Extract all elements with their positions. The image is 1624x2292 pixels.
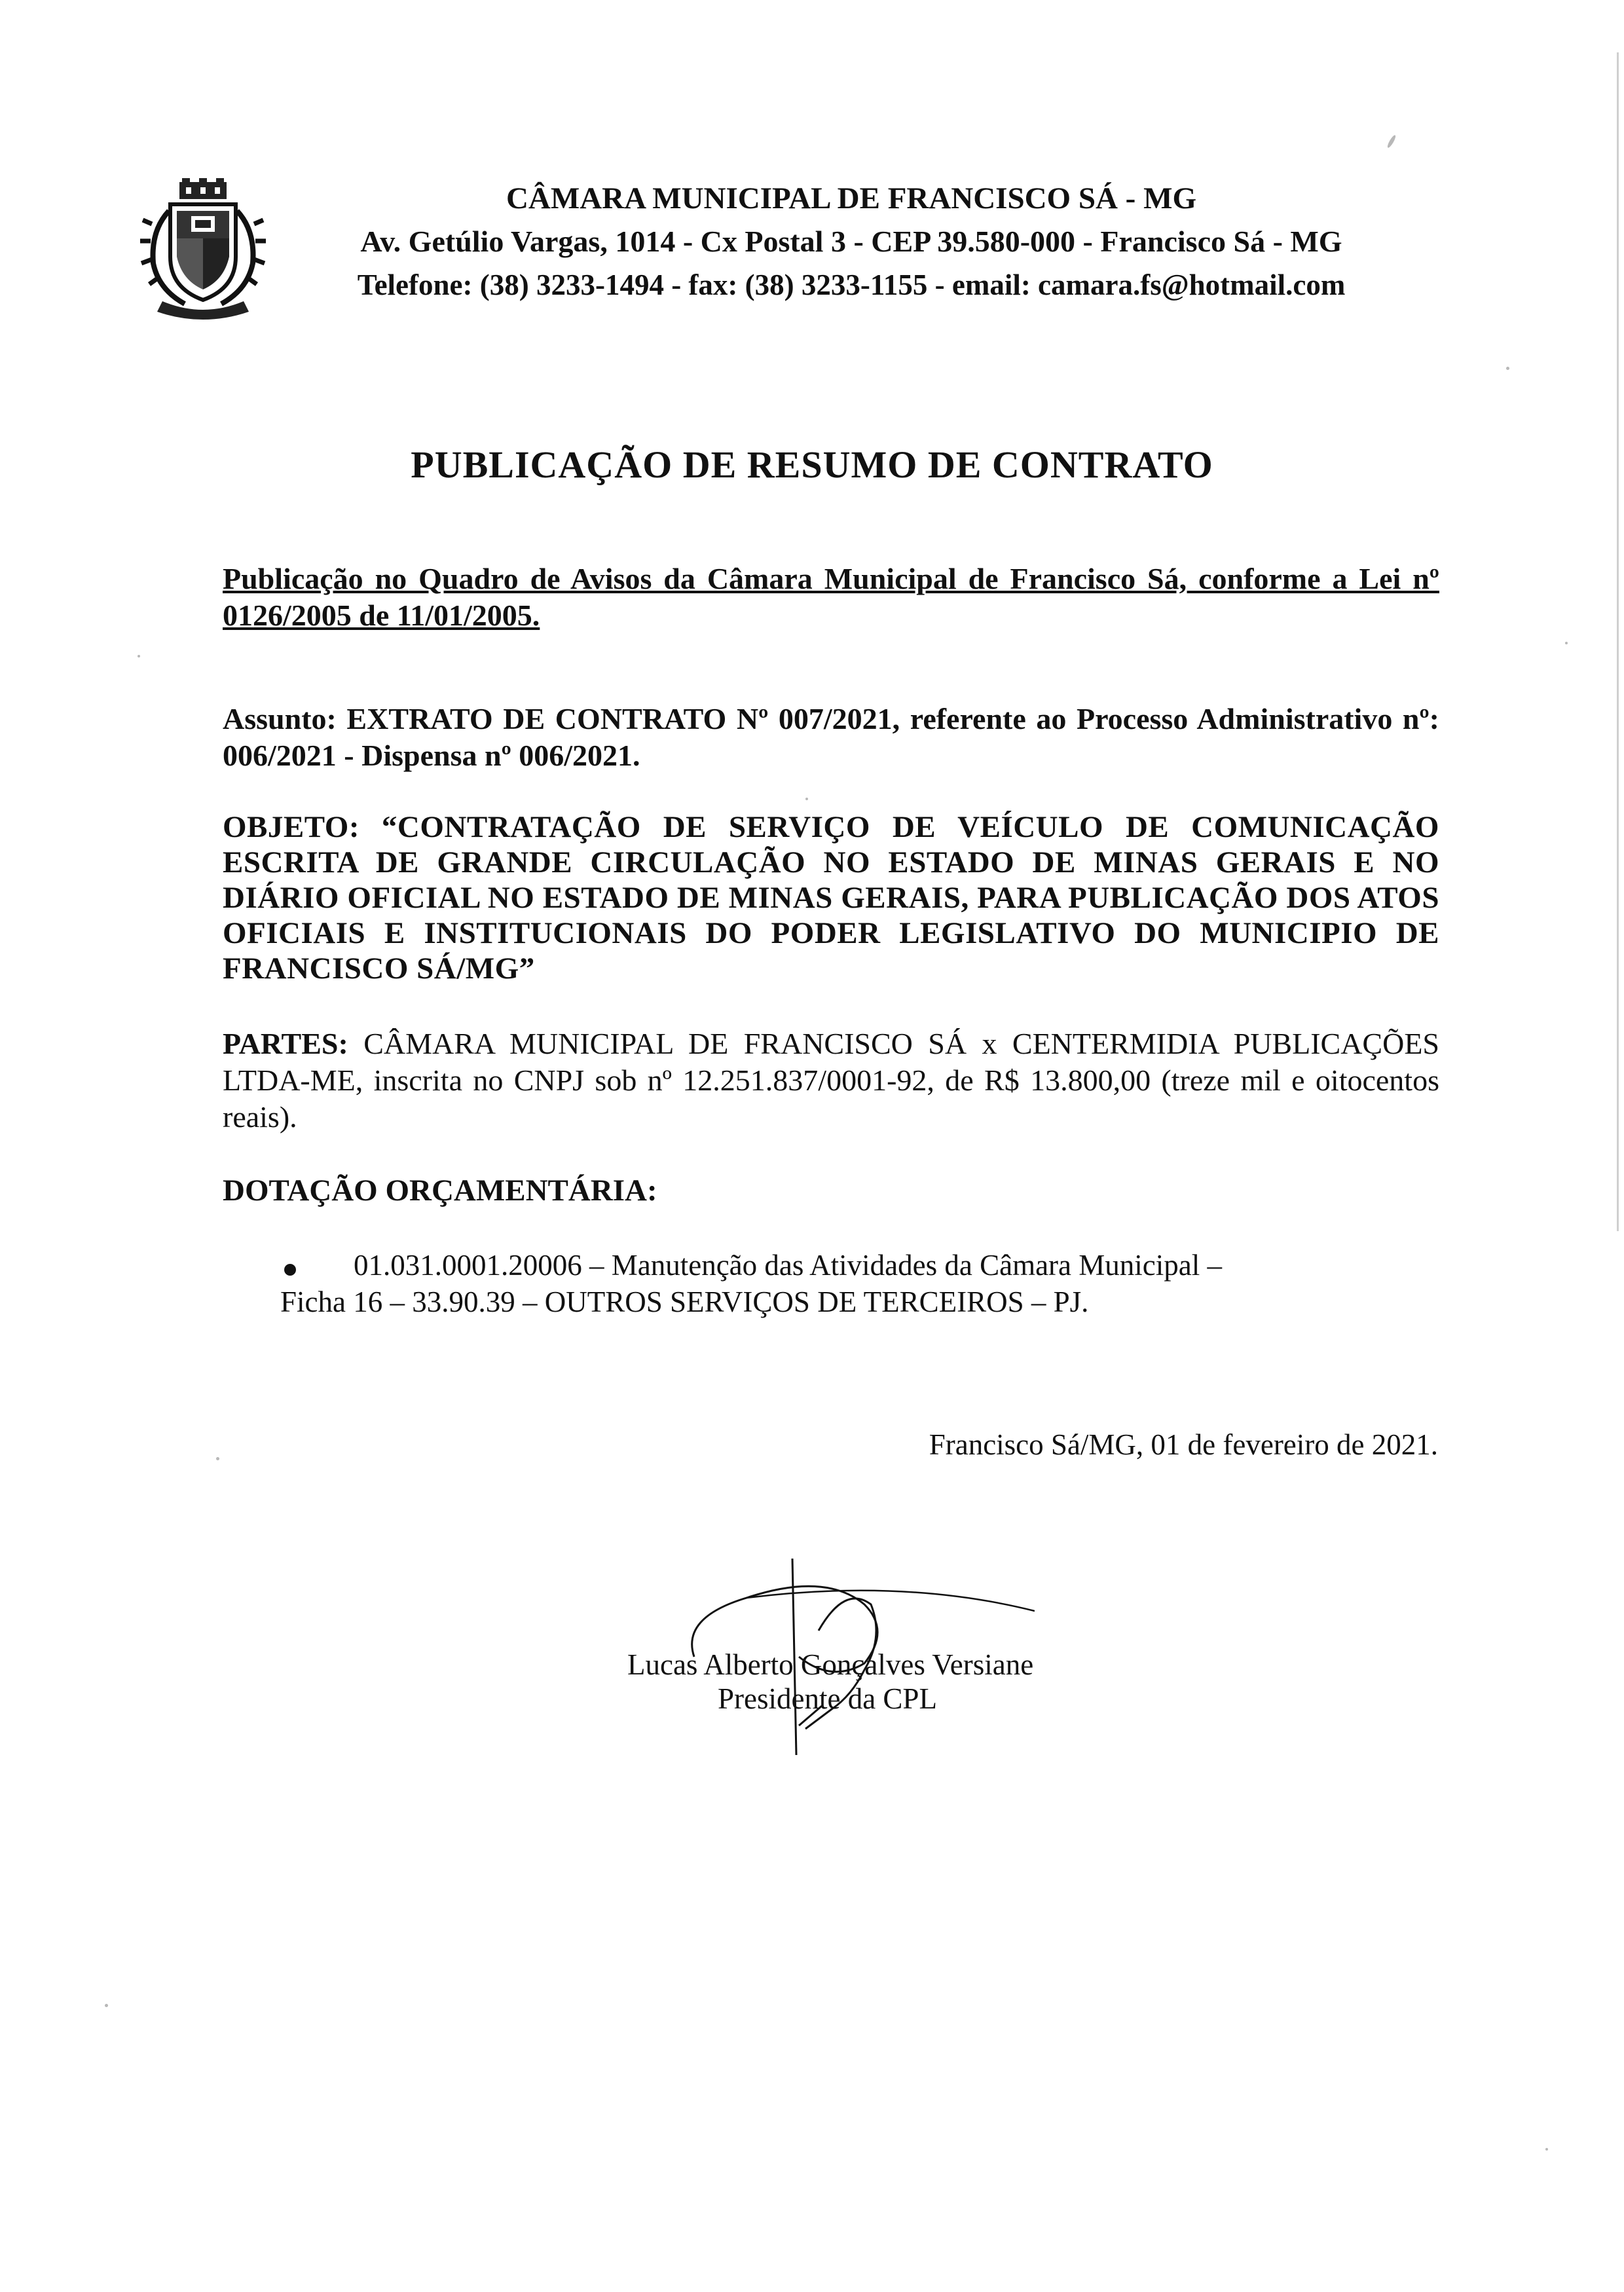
subject-text: EXTRATO DE CONTRATO Nº 007/2021, referente ao Processo Administrativo nº: 006/2021 - Dispensa nº 006/2021.	[223, 702, 1440, 772]
institution-contact: Telefone: (38) 3233-1494 - fax: (38) 3233-1155 - email: camara.fs@hotmail.com	[357, 268, 1346, 301]
bullet-icon	[284, 1264, 296, 1276]
object-text: “CONTRATAÇÃO DE SERVIÇO DE VEÍCULO DE COMUNICAÇÃO ESCRITA DE GRANDE CIRCULAÇÃO NO ESTADO DE MINAS GERAIS E NO DIÁRIO OFICIAL NO ESTADO DE MINAS GERAIS, PARA PUBLICAÇÃO DOS ATOS OFICIAIS E INSTITUCIONAIS DO PODER LEGISLATIVO DO MUNICIPIO DE FRANCISCO SÁ/MG”	[223, 810, 1439, 986]
scan-speck	[805, 798, 808, 800]
scan-speck	[216, 1457, 219, 1460]
letterhead	[275, 177, 1428, 306]
scan-mark	[1386, 134, 1397, 149]
coat-of-arms-icon	[139, 178, 267, 321]
budget-line-1: 01.031.0001.20006 – Manutenção das Atividades da Câmara Municipal –	[354, 1249, 1222, 1282]
scan-edge-artifact	[1617, 52, 1619, 1231]
signatory-role: Presidente da CPL	[718, 1682, 937, 1715]
budget-line-2: Ficha 16 – 33.90.39 – OUTROS SERVIÇOS DE TERCEIROS – PJ.	[280, 1285, 1089, 1318]
parties-paragraph	[223, 1026, 1439, 1136]
publication-notice: Publicação no Quadro de Avisos da Câmara Municipal de Francisco Sá, conforme a Lei nº 0126/2005 de 11/01/2005.	[223, 562, 1439, 632]
page-title: PUBLICAÇÃO DE RESUMO DE CONTRATO	[411, 443, 1213, 486]
parties-text: CÂMARA MUNICIPAL DE FRANCISCO SÁ x CENTERMIDIA PUBLICAÇÕES LTDA-ME, inscrita no CNPJ sob nº 12.251.837/0001-92, de R$ 13.800,00 (treze mil e oitocentos reais).	[223, 1027, 1440, 1134]
scan-speck	[1565, 642, 1568, 644]
object-paragraph	[223, 809, 1439, 986]
scan-speck	[1506, 367, 1509, 370]
parties-label: PARTES:	[223, 1027, 348, 1060]
subject-label: Assunto:	[223, 702, 337, 735]
signatory-name: Lucas Alberto Gonçalves Versiane	[627, 1648, 1034, 1681]
scan-speck	[1545, 2148, 1548, 2151]
budget-heading: DOTAÇÃO ORÇAMENTÁRIA:	[223, 1174, 657, 1208]
scan-speck	[138, 655, 140, 657]
institution-address: Av. Getúlio Vargas, 1014 - Cx Postal 3 - CEP 39.580-000 - Francisco Sá - MG	[360, 225, 1342, 258]
subject-paragraph	[223, 701, 1439, 774]
object-label: OBJETO:	[223, 810, 360, 844]
scan-speck	[105, 2004, 108, 2007]
document-date: Francisco Sá/MG, 01 de fevereiro de 2021.	[929, 1428, 1438, 1461]
institution-name: CÂMARA MUNICIPAL DE FRANCISCO SÁ - MG	[506, 181, 1196, 215]
